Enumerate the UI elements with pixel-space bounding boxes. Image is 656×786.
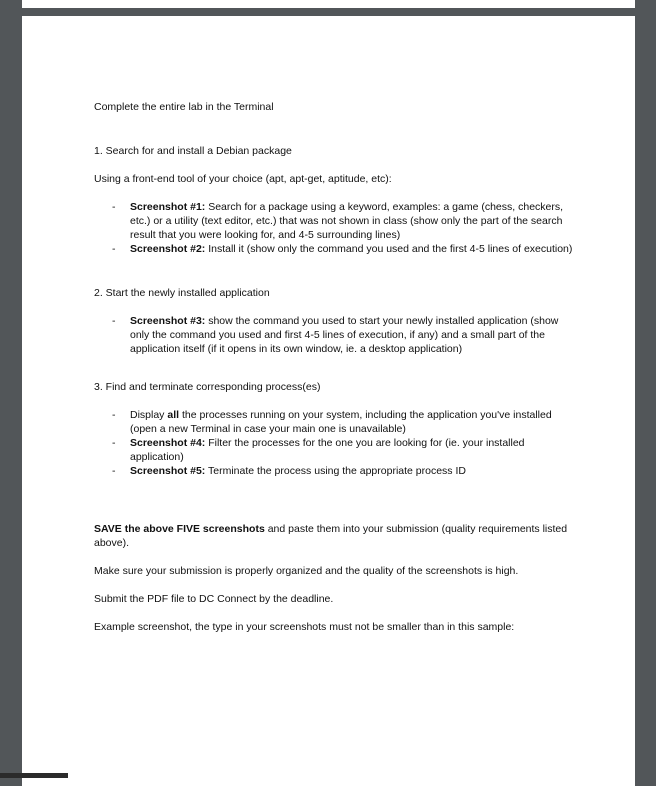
- item-bold: Screenshot #5:: [130, 465, 206, 477]
- section-3-heading: 3. Find and terminate corresponding process(es): [94, 381, 321, 393]
- item-text: Install it (show only the command you used and the first 4-5 lines of execution): [205, 243, 573, 255]
- save-text: and paste them into your submission (quality requirements listed above).: [94, 523, 568, 549]
- item-bold: Screenshot #2:: [130, 243, 206, 255]
- section-2-heading: 2. Start the newly installed application: [94, 287, 270, 299]
- list-item: [94, 436, 574, 464]
- previous-page-edge: [22, 0, 635, 8]
- example-text: Example screenshot, the type in your screenshots must not be smaller than in this sample:: [94, 621, 515, 633]
- list-item: [94, 314, 574, 356]
- save-instructions: [94, 522, 574, 550]
- item-bold: Screenshot #1:: [130, 201, 206, 213]
- item-text: show the command you used to start your newly installed application (show only the command you used and first 4-5 lines of execution, if any) and a small part of the application itself (if it opens in its own window, ie. a desktop application): [130, 315, 559, 355]
- list-item: [94, 242, 574, 256]
- item-text: Filter the processes for the one you are looking for (ie. your installed application): [130, 437, 525, 463]
- document-page: [22, 16, 635, 786]
- organized-text: Make sure your submission is properly organized and the quality of the screenshots is high.: [94, 565, 519, 577]
- section-3-list: [94, 408, 574, 478]
- item-text: the processes running on your system, including the application you've installed (open a new Terminal in case your main one is unavailable): [130, 409, 552, 435]
- item-pre: Display: [130, 409, 168, 421]
- document-body: [94, 100, 574, 634]
- list-item: [94, 408, 574, 436]
- item-bold: Screenshot #4:: [130, 437, 206, 449]
- save-bold: SAVE the above FIVE screenshots: [94, 523, 265, 535]
- list-item: [94, 464, 574, 478]
- section-1-list: [94, 200, 574, 256]
- intro-text: Complete the entire lab in the Terminal: [94, 101, 274, 113]
- item-bold: Screenshot #3:: [130, 315, 206, 327]
- list-item: [94, 200, 574, 242]
- item-text: Search for a package using a keyword, examples: a game (chess, checkers, etc.) or a utility (text editor, etc.) that was not shown in class (show only the part of the search result that you were looking for, and 4-5 surrounding lines): [130, 201, 564, 241]
- item-text: Terminate the process using the appropriate process ID: [205, 465, 466, 477]
- viewer-bottom-bar: [0, 773, 68, 778]
- submit-text: Submit the PDF file to DC Connect by the deadline.: [94, 593, 334, 605]
- item-bold: all: [167, 409, 180, 421]
- section-1-lead: Using a front-end tool of your choice (apt, apt-get, aptitude, etc):: [94, 173, 392, 185]
- section-2-list: [94, 314, 574, 356]
- section-1-heading: 1. Search for and install a Debian package: [94, 145, 292, 157]
